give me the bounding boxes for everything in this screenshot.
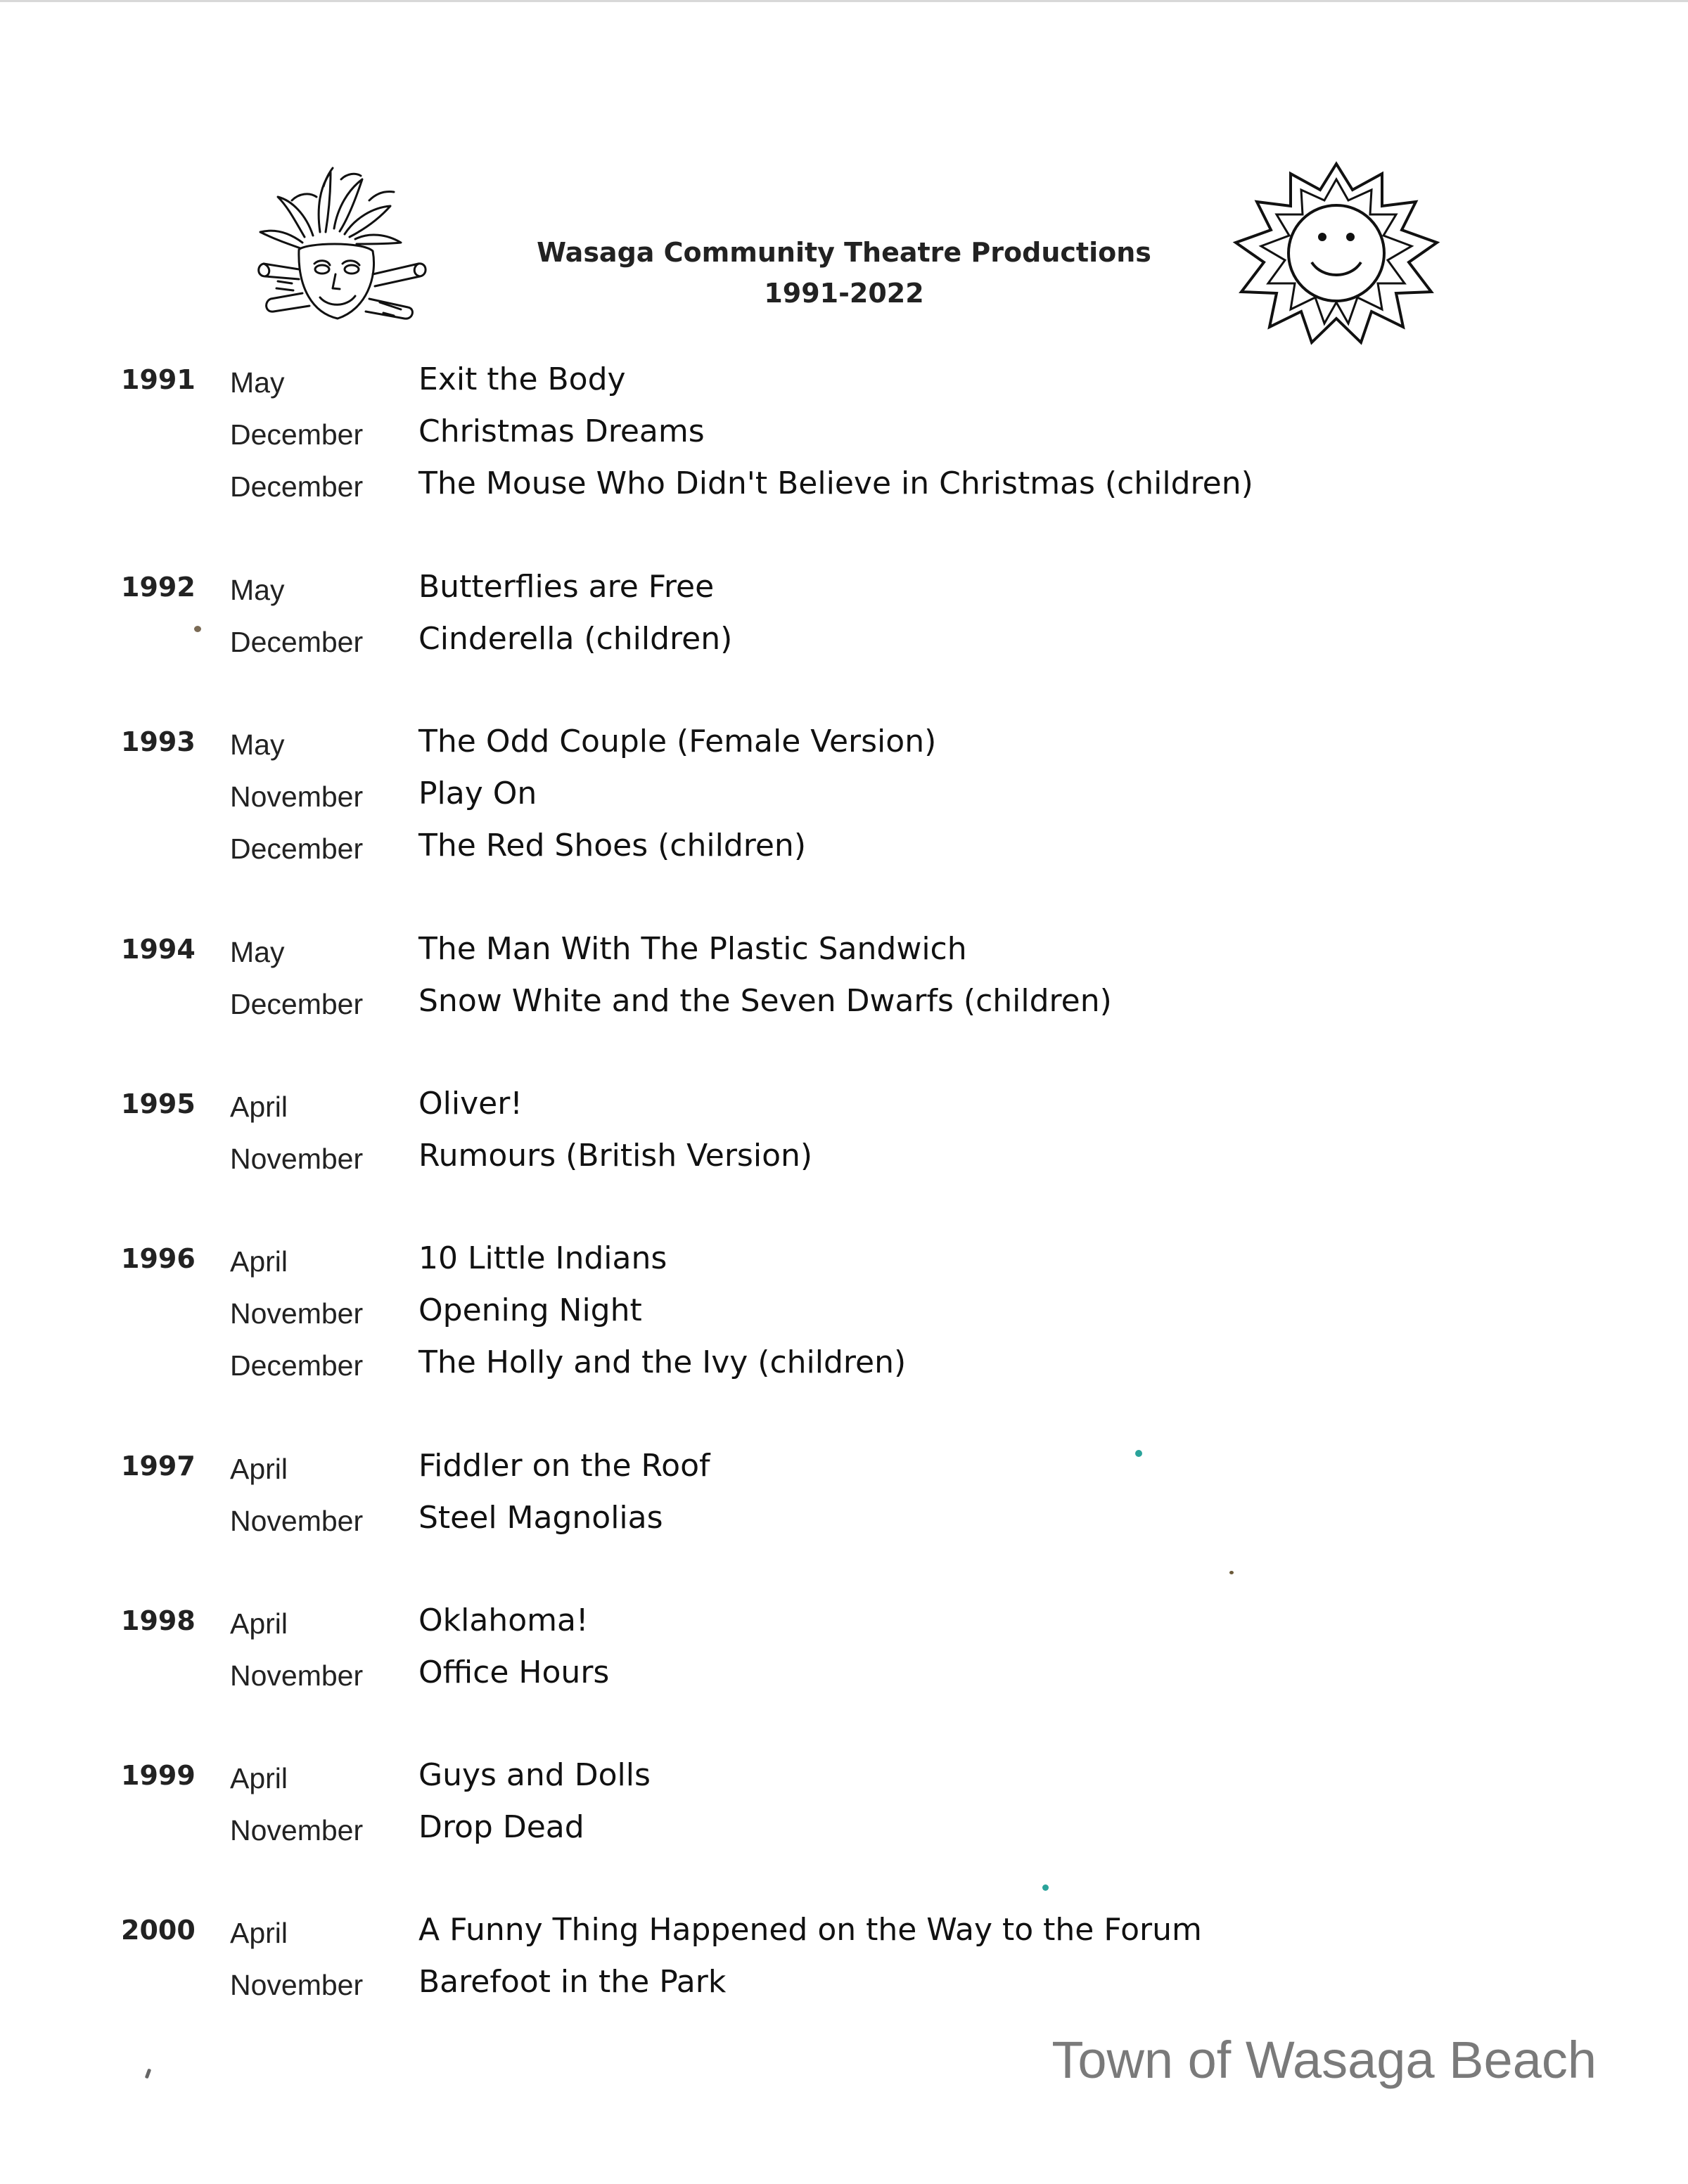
production-title: Cinderella (children) bbox=[418, 621, 733, 657]
production-title: The Red Shoes (children) bbox=[418, 828, 806, 863]
scan-speck bbox=[1229, 1571, 1234, 1574]
theatre-mask-icon bbox=[250, 158, 433, 334]
production-title: Drop Dead bbox=[418, 1809, 584, 1845]
production-title: Play On bbox=[418, 776, 537, 811]
header bbox=[492, 232, 1196, 314]
month-label: April bbox=[230, 1607, 288, 1640]
production-row bbox=[0, 1961, 1688, 2013]
production-row bbox=[0, 1754, 1688, 1806]
month-label: May bbox=[230, 728, 285, 761]
page-title: Wasaga Community Theatre Productions bbox=[537, 237, 1151, 268]
production-row bbox=[0, 1497, 1688, 1549]
month-label: November bbox=[230, 1814, 364, 1846]
production-row bbox=[0, 1909, 1688, 1961]
production-title: The Man With The Plastic Sandwich bbox=[418, 931, 967, 967]
year-label: 1997 bbox=[121, 1451, 196, 1482]
year-group bbox=[0, 1083, 1688, 1187]
production-row bbox=[0, 463, 1688, 515]
production-row bbox=[0, 359, 1688, 411]
month-label: May bbox=[230, 936, 285, 968]
year-label: 1996 bbox=[121, 1243, 196, 1274]
watermark: Town of Wasaga Beach bbox=[1051, 2031, 1597, 2089]
year-group bbox=[0, 359, 1688, 515]
production-row bbox=[0, 1290, 1688, 1342]
production-row bbox=[0, 566, 1688, 618]
month-label: May bbox=[230, 574, 285, 606]
year-label: 1993 bbox=[121, 726, 196, 757]
year-label: 1991 bbox=[121, 364, 196, 395]
month-label: December bbox=[230, 988, 364, 1020]
month-label: December bbox=[230, 418, 364, 451]
production-title: The Mouse Who Didn't Believe in Christmas (children) bbox=[418, 465, 1253, 501]
production-title: Barefoot in the Park bbox=[418, 1964, 727, 2000]
production-row bbox=[0, 1806, 1688, 1858]
production-row bbox=[0, 1238, 1688, 1290]
year-group bbox=[0, 928, 1688, 1032]
production-title: Snow White and the Seven Dwarfs (children) bbox=[418, 983, 1112, 1019]
month-label: April bbox=[230, 1245, 288, 1278]
production-row bbox=[0, 411, 1688, 463]
month-label: May bbox=[230, 366, 285, 399]
production-title: Oliver! bbox=[418, 1086, 523, 1122]
production-title: Rumours (British Version) bbox=[418, 1138, 813, 1174]
production-row bbox=[0, 618, 1688, 670]
month-label: April bbox=[230, 1453, 288, 1485]
production-title: Butterflies are Free bbox=[418, 569, 715, 605]
month-label: December bbox=[230, 833, 364, 865]
production-title: Steel Magnolias bbox=[418, 1500, 663, 1536]
year-label: 1992 bbox=[121, 572, 196, 603]
month-label: December bbox=[230, 1349, 364, 1382]
scan-speck bbox=[1135, 1450, 1142, 1457]
year-group bbox=[0, 1754, 1688, 1858]
production-row bbox=[0, 773, 1688, 825]
year-label: 1998 bbox=[121, 1605, 196, 1636]
scan-speck bbox=[1042, 1884, 1049, 1891]
month-label: April bbox=[230, 1917, 288, 1949]
production-title: The Holly and the Ivy (children) bbox=[418, 1344, 907, 1380]
month-label: April bbox=[230, 1091, 288, 1123]
production-row bbox=[0, 721, 1688, 773]
year-label: 1994 bbox=[121, 934, 196, 965]
scan-edge bbox=[0, 0, 1688, 2]
year-group bbox=[0, 721, 1688, 877]
production-title: The Odd Couple (Female Version) bbox=[418, 724, 937, 759]
year-group bbox=[0, 566, 1688, 670]
production-row bbox=[0, 1445, 1688, 1497]
year-group bbox=[0, 1445, 1688, 1549]
year-group bbox=[0, 1238, 1688, 1394]
year-group bbox=[0, 1909, 1688, 2013]
month-label: November bbox=[230, 1505, 364, 1537]
production-title: Guys and Dolls bbox=[418, 1757, 651, 1793]
month-label: November bbox=[230, 1659, 364, 1692]
production-row bbox=[0, 1083, 1688, 1135]
production-title: A Funny Thing Happened on the Way to the Forum bbox=[418, 1912, 1202, 1948]
year-label: 1999 bbox=[121, 1760, 196, 1791]
production-title: Fiddler on the Roof bbox=[418, 1448, 710, 1484]
month-label: April bbox=[230, 1762, 288, 1794]
production-row bbox=[0, 1135, 1688, 1187]
month-label: November bbox=[230, 781, 364, 813]
production-title: Oklahoma! bbox=[418, 1602, 589, 1638]
smiling-sun-icon bbox=[1227, 158, 1445, 348]
production-row bbox=[0, 1342, 1688, 1394]
production-row bbox=[0, 1652, 1688, 1704]
month-label: November bbox=[230, 1143, 364, 1175]
production-row bbox=[0, 825, 1688, 877]
production-row bbox=[0, 1600, 1688, 1652]
production-row bbox=[0, 980, 1688, 1032]
scan-speck bbox=[194, 626, 201, 632]
production-title: Opening Night bbox=[418, 1292, 642, 1328]
month-label: November bbox=[230, 1297, 364, 1330]
month-label: December bbox=[230, 470, 364, 503]
production-title: Office Hours bbox=[418, 1655, 610, 1690]
production-title: Exit the Body bbox=[418, 361, 626, 397]
month-label: December bbox=[230, 626, 364, 658]
year-group bbox=[0, 1600, 1688, 1704]
scan-speck bbox=[145, 2069, 151, 2079]
year-label: 1995 bbox=[121, 1088, 196, 1119]
page-subtitle: 1991-2022 bbox=[764, 278, 924, 309]
month-label: November bbox=[230, 1969, 364, 2001]
production-row bbox=[0, 928, 1688, 980]
production-title: 10 Little Indians bbox=[418, 1240, 667, 1276]
production-title: Christmas Dreams bbox=[418, 413, 705, 449]
year-label: 2000 bbox=[121, 1915, 196, 1946]
